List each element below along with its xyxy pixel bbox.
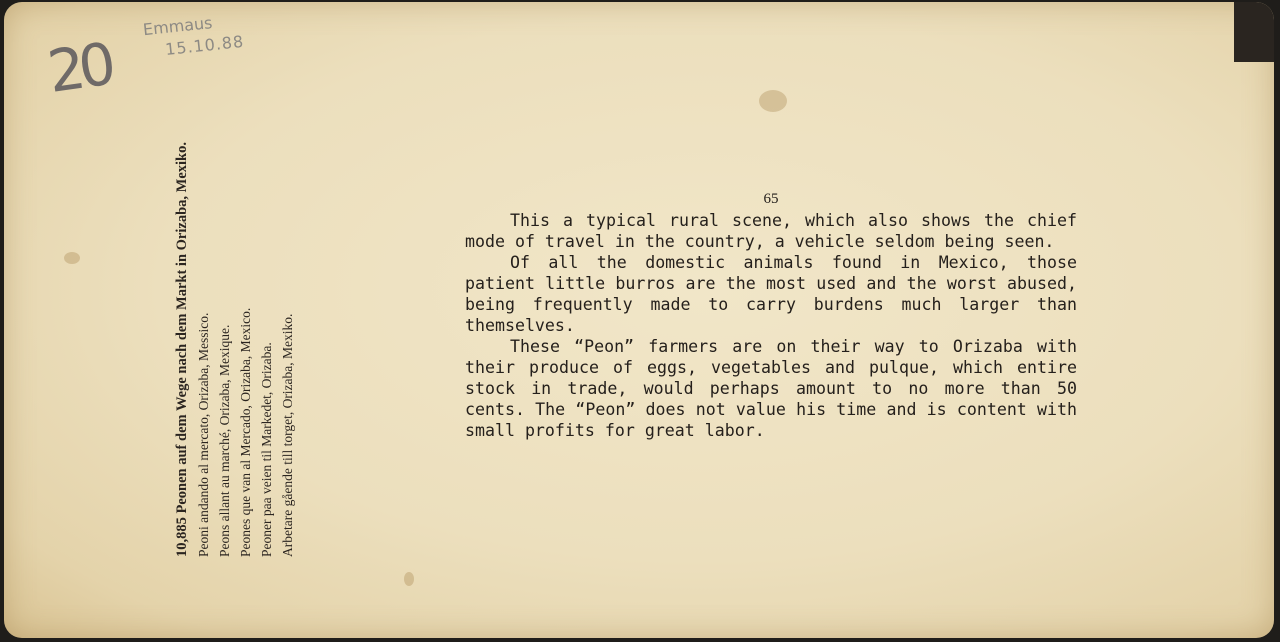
caption-italian: Peoni andando al mercato, Orizaba, Messico. [196,312,211,557]
card-corner-shadow [1234,2,1274,62]
handwritten-number: 20 [43,30,115,106]
caption-french: Peons allant au marché, Orizaba, Mexique. [217,324,232,557]
stereoview-card-back [4,2,1274,638]
handwritten-note-line: Emmaus [142,13,214,40]
handwritten-note [142,9,245,63]
foxing-stain [759,90,787,112]
caption-german: 10,885 Peonen auf dem Wege nach dem Markt in Orizaba, Mexiko. [174,142,190,557]
description-paragraph: This a typical rural scene, which also shows the chief mode of travel in the country, a vehicle seldom being seen. [465,211,1077,251]
page-number: 65 [763,191,779,207]
foxing-stain [64,252,80,264]
description-paragraph: These “Peon” farmers are on their way to Orizaba with their produce of eggs, vegetables and pulque, which entire stock in trade, would perhaps amount to no more than 50 cents. The “Peon” does not value his time and is content with small profits for great labor. [465,337,1077,440]
multilingual-captions [172,57,298,557]
caption-spanish: Peones que van al Mercado, Orizaba, Mexico. [238,307,253,557]
foxing-stain [404,572,414,586]
caption-swedish: Arbetare gående till torget, Orizaba, Mexiko. [280,313,295,557]
caption-norwegian: Peoner paa veien til Markedet, Orizaba. [259,342,274,557]
description-paragraph: Of all the domestic animals found in Mexico, those patient little burros are the most used and the worst abused, being frequently made to carry burdens much larger than themselves. [465,253,1077,335]
handwritten-note-date: 15.10.88 [164,31,246,59]
description-text [465,188,1077,441]
